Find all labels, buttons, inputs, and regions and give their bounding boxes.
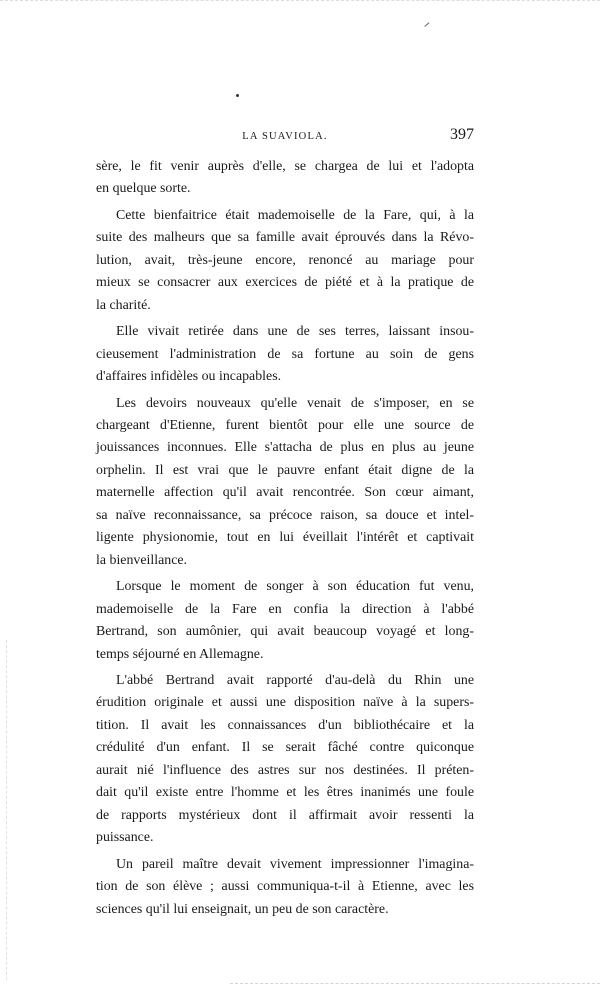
- scan-speck: [236, 94, 239, 97]
- text-line: maternelle affection qu'il avait rencontrée. Son cœur aimant,: [96, 485, 474, 501]
- text-line: aurait nié l'influence des astres sur nos destinées. Il préten-: [96, 762, 474, 778]
- text-line: puissance.: [96, 830, 154, 846]
- paragraph: [96, 156, 474, 201]
- text-line: jouissances inconnues. Elle s'attacha de plus en plus au jeune: [96, 440, 474, 456]
- text-line: en quelque sorte.: [96, 181, 191, 197]
- text-line: Bertrand, son aumônier, qui avait beaucoup voyagé et long-: [96, 624, 474, 640]
- text-line: cieusement l'administration de sa fortune au soin de gens: [96, 346, 474, 362]
- text-line: d'affaires infidèles ou incapables.: [96, 369, 282, 385]
- text-line: Un pareil maître devait vivement impressionner l'imagina-: [116, 856, 474, 872]
- page-number: 397: [450, 126, 474, 143]
- paragraph: [96, 670, 474, 850]
- scan-edge-top: [0, 0, 600, 3]
- scan-edge-left: [6, 640, 8, 980]
- text-line: sciences qu'il lui enseignait, un peu de son caractère.: [96, 901, 389, 917]
- text-line: suite des malheurs que sa famille avait éprouvés dans la Révo-: [96, 230, 474, 246]
- text-line: la charité.: [96, 297, 151, 313]
- page-header: [96, 128, 474, 148]
- text-line: de rapports mystérieux dont il affirmait avoir ressenti la: [96, 807, 474, 823]
- scan-edge-bottom: [230, 983, 600, 986]
- text-line: tion de son élève ; aussi communiqua-t-il à Etienne, avec les: [96, 879, 474, 895]
- running-title: LA SUAVIOLA.: [242, 131, 328, 142]
- text-line: Elle vivait retirée dans une de ses terres, laissant insou-: [116, 324, 474, 340]
- text-line: crédulité d'un enfant. Il se serait fâché contre quiconque: [96, 740, 474, 756]
- paragraph: [96, 321, 474, 388]
- text-line: temps séjourné en Allemagne.: [96, 646, 264, 662]
- text-line: Les devoirs nouveaux qu'elle venait de s'imposer, en se: [116, 395, 474, 411]
- text-line: la bienveillance.: [96, 552, 188, 568]
- paragraph: [96, 576, 474, 666]
- scan-mark: [424, 22, 429, 27]
- text-line: Cette bienfaitrice était mademoiselle de la Fare, qui, à la: [116, 207, 474, 223]
- text-line: dait qu'il existe entre l'homme et les êtres inanimés une foule: [96, 785, 474, 801]
- text-line: L'abbé Bertrand avait rapporté d'au-delà du Rhin une: [116, 672, 474, 688]
- body-text: [96, 156, 474, 925]
- text-line: tition. Il avait les connaissances d'un bibliothécaire et la: [96, 717, 474, 733]
- text-line: Lorsque le moment de songer à son éducation fut venu,: [116, 579, 474, 595]
- text-line: mieux se consacrer aux exercices de piété et à la pratique de: [96, 275, 474, 291]
- text-line: sa naïve reconnaissance, sa précoce raison, sa douce et intel-: [96, 507, 474, 523]
- text-line: sère, le fit venir auprès d'elle, se chargea de lui et l'adopta: [96, 159, 474, 174]
- text-line: orphelin. Il est vrai que le pauvre enfant était digne de la: [96, 462, 474, 478]
- paragraph: [96, 854, 474, 921]
- text-line: mademoiselle de la Fare en confia la direction à l'abbé: [96, 601, 474, 617]
- paragraph: [96, 393, 474, 573]
- text-line: ligente physionomie, tout en lui éveillait l'intérêt et captivait: [96, 530, 474, 546]
- text-line: chargeant d'Etienne, furent bientôt pour elle une source de: [96, 417, 474, 433]
- text-line: érudition originale et aussi une disposition naïve à la supers-: [96, 695, 474, 711]
- paragraph: [96, 205, 474, 317]
- text-line: lution, avait, très-jeune encore, renoncé au mariage pour: [96, 252, 474, 268]
